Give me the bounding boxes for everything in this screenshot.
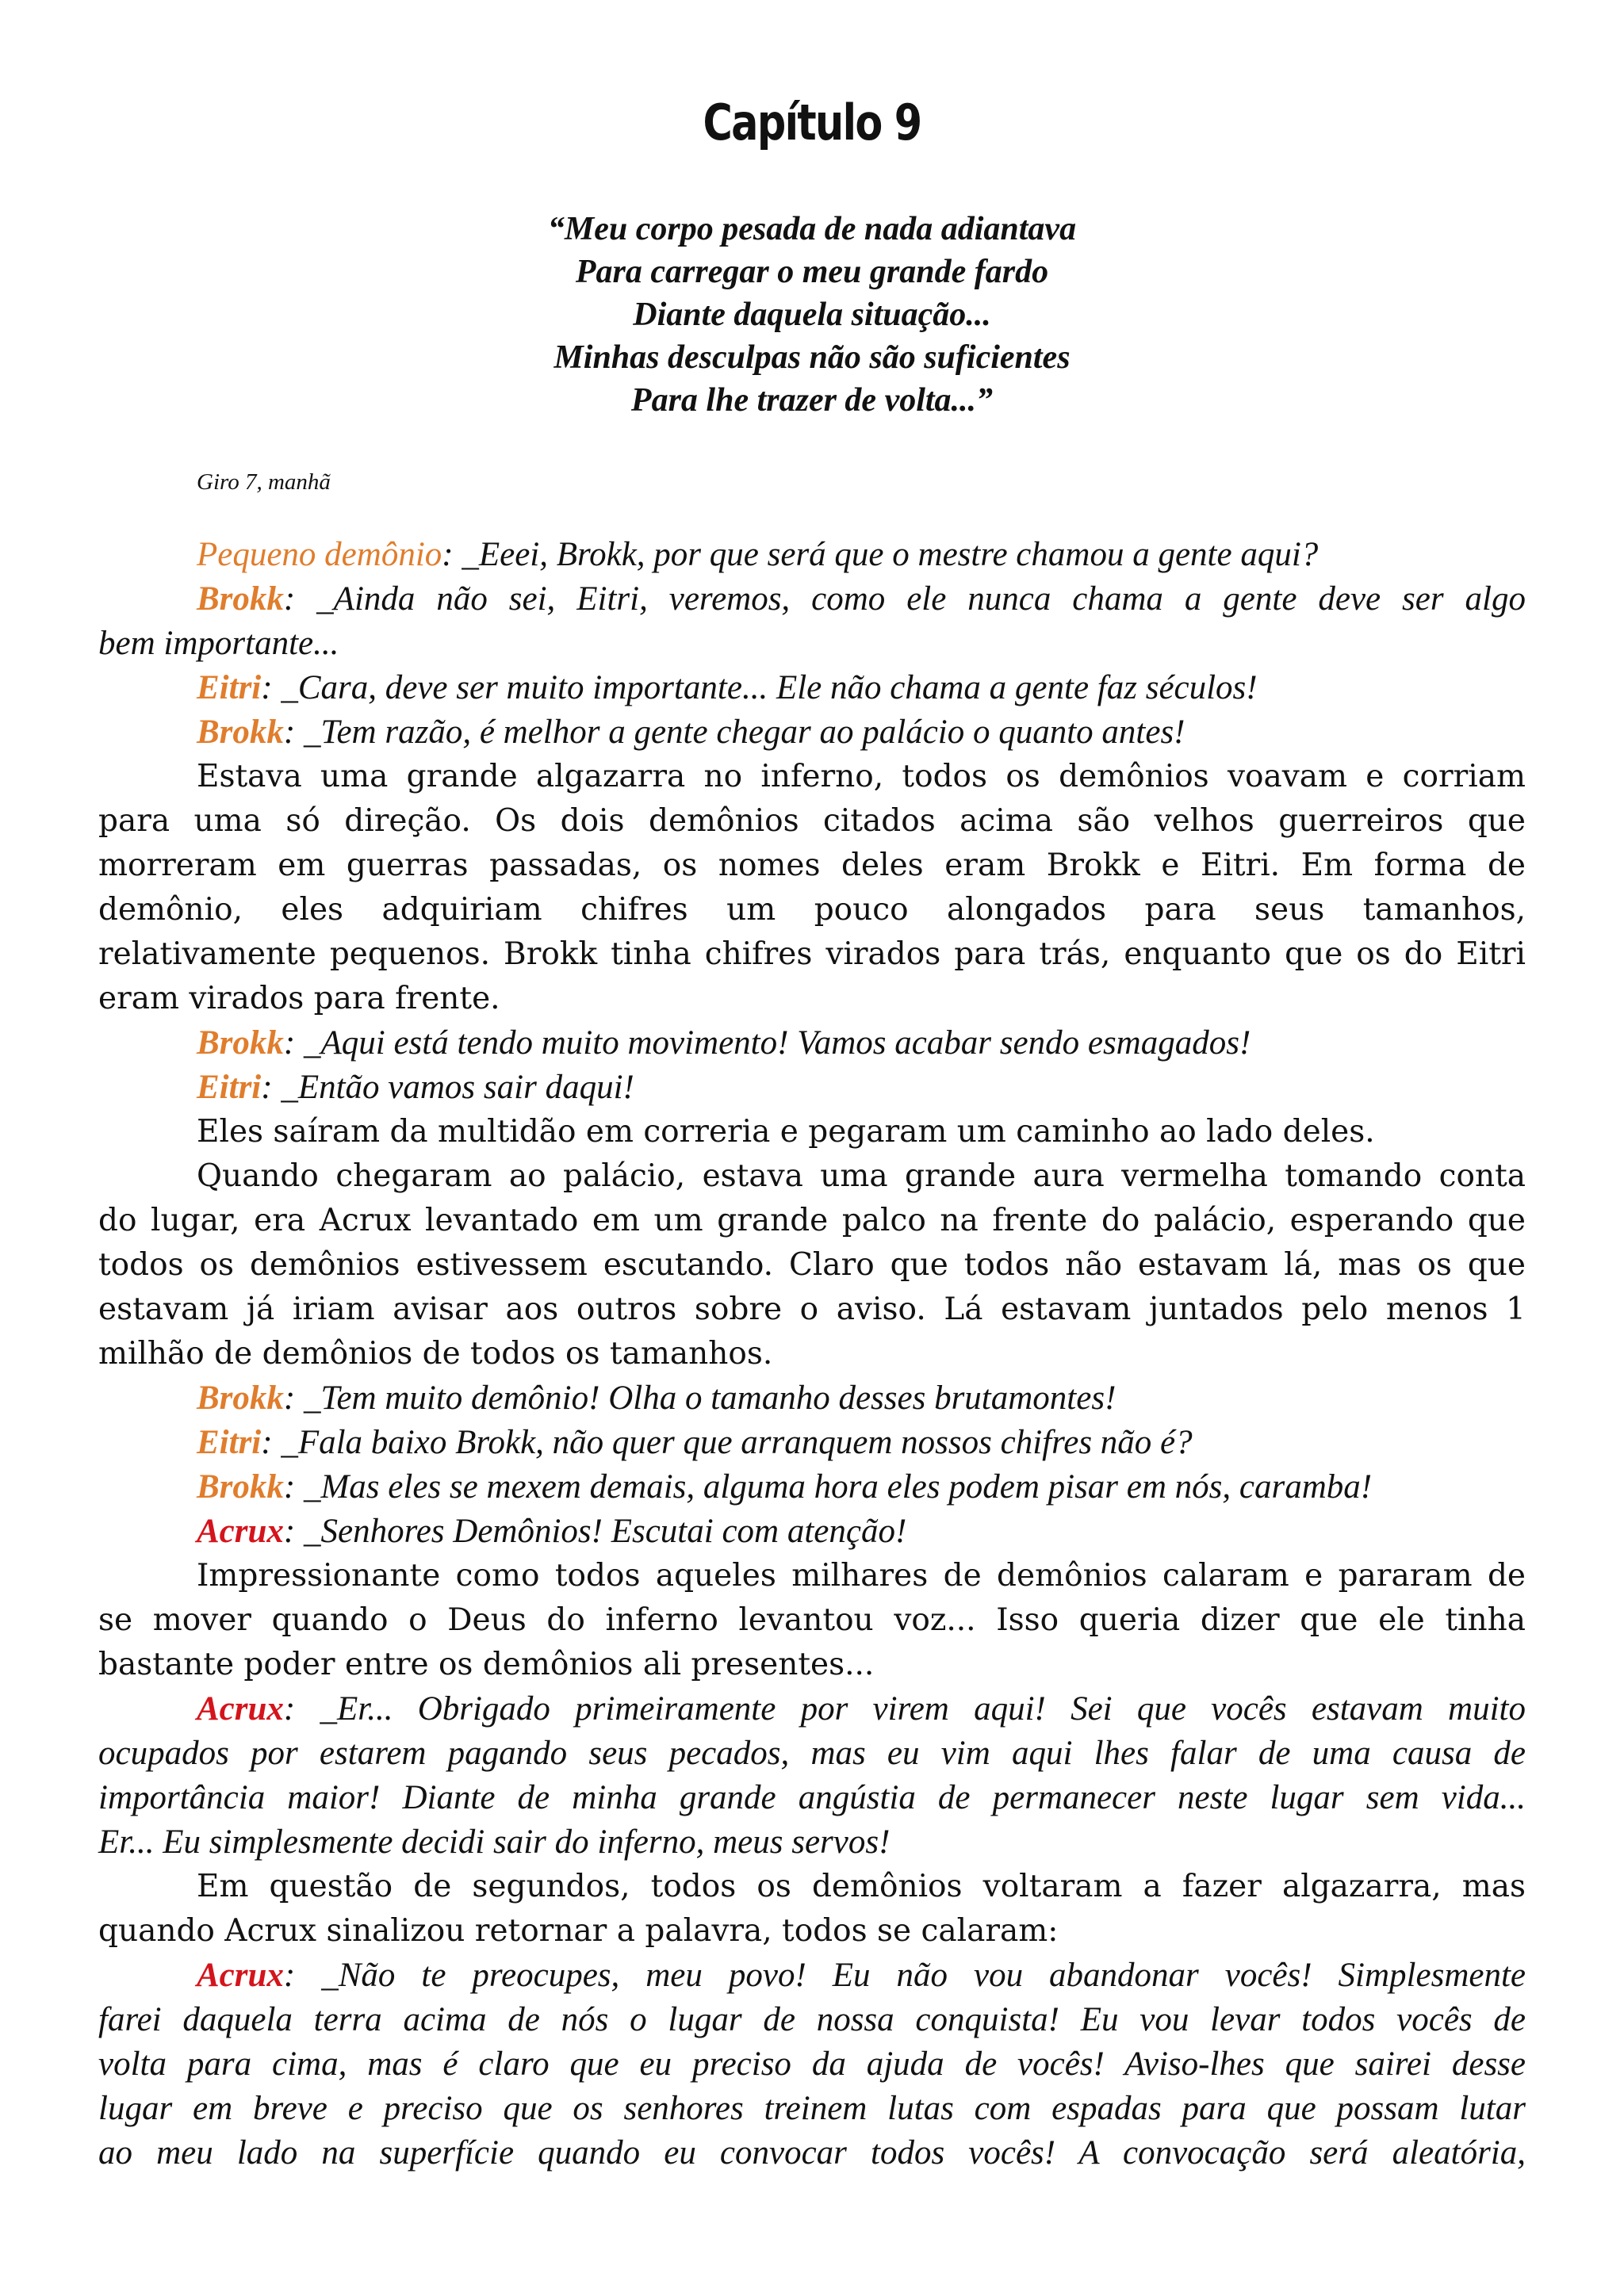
line-text: ao meu lado na superfície quando eu convocar todos vocês! A convocação será aleatória, xyxy=(98,2134,1526,2172)
speaker-name: Brokk xyxy=(197,1468,284,1506)
dialogue-line xyxy=(98,1066,1526,1110)
line-text: Eles saíram da multidão em correria e pegaram um caminho ao lado deles. xyxy=(197,1114,1375,1150)
speaker-name: Brokk xyxy=(197,714,284,751)
line-text: : _Tem muito demônio! Olha o tamanho desses brutamontes! xyxy=(283,1380,1116,1417)
line-text: relativamente pequenos. Brokk tinha chifres virados para trás, enquanto que os do Eitri xyxy=(98,936,1526,972)
narration-line xyxy=(98,755,1526,799)
dialogue-line xyxy=(98,1732,1526,1776)
line-text: para uma só direção. Os dois demônios citados acima são velhos guerreiros que xyxy=(98,803,1526,839)
speaker-name: Brokk xyxy=(197,580,284,618)
line-text: importância maior! Diante de minha grande angústia de permanecer neste lugar sem vida... xyxy=(98,1779,1526,1816)
line-text: Em questão de segundos, todos os demônios voltaram a fazer algazarra, mas xyxy=(197,1869,1526,1904)
dialogue-line xyxy=(98,533,1526,577)
narration-line xyxy=(98,844,1526,888)
dialogue-line xyxy=(98,622,1526,666)
line-text: eram virados para frente. xyxy=(98,981,500,1016)
line-text: quando Acrux sinalizou retornar a palavra, todos se calaram: xyxy=(98,1913,1059,1949)
dialogue-line xyxy=(98,710,1526,755)
narration-line xyxy=(98,1288,1526,1332)
dialogue-line xyxy=(98,666,1526,710)
line-text: : _Não te preocupes, meu povo! Eu não vou abandonar vocês! Simplesmente xyxy=(283,1957,1526,1994)
speaker-name: Eitri xyxy=(197,1069,262,1106)
narration-line xyxy=(98,1199,1526,1243)
epigraph-line: “Meu corpo pesada de nada adiantava xyxy=(547,211,1077,247)
line-text: : _Tem razão, é melhor a gente chegar ao palácio o quanto antes! xyxy=(283,714,1185,751)
line-text: estavam já iriam avisar aos outros sobre o aviso. Lá estavam juntados pelo menos 1 xyxy=(98,1292,1526,1327)
speaker-name: Eitri xyxy=(197,669,262,706)
narration-line xyxy=(98,977,1526,1021)
epigraph-line: Para carregar o meu grande fardo xyxy=(575,254,1049,290)
epigraph-line: Diante daquela situação... xyxy=(633,297,991,333)
narration-line xyxy=(98,932,1526,977)
dialogue-line xyxy=(98,2087,1526,2131)
narration-line xyxy=(98,1110,1526,1154)
line-text: Impressionante como todos aqueles milhares de demônios calaram e pararam de xyxy=(197,1558,1526,1594)
line-text: milhão de demônios de todos os tamanhos. xyxy=(98,1336,773,1372)
speaker-name: Acrux xyxy=(197,1513,284,1550)
dialogue-line xyxy=(98,577,1526,622)
dialogue-line xyxy=(98,1776,1526,1820)
narration-line xyxy=(98,799,1526,844)
line-text: todos os demônios estivessem escutando. Claro que todos não estavam lá, mas os que xyxy=(98,1247,1526,1283)
line-text: ocupados por estarem pagando seus pecados, mas eu vim aqui lhes falar de uma causa de xyxy=(98,1735,1526,1772)
line-text: volta para cima, mas é claro que eu preciso da ajuda de vocês! Aviso-lhes que sairei desse xyxy=(98,2045,1526,2083)
dialogue-line xyxy=(98,2042,1526,2087)
line-text: farei daquela terra acima de nós o lugar de nossa conquista! Eu vou levar todos vocês de xyxy=(98,2001,1526,2038)
narration-line xyxy=(98,1643,1526,1687)
narration-line xyxy=(98,1554,1526,1598)
narration-line xyxy=(98,1332,1526,1376)
dialogue-line xyxy=(98,1820,1526,1865)
speaker-name: Acrux xyxy=(197,1957,284,1994)
line-text: bastante poder entre os demônios ali presentes... xyxy=(98,1647,875,1682)
epigraph-line: Minhas desculpas não são suficientes xyxy=(553,339,1071,376)
date-line: Giro 7, manhã xyxy=(197,469,331,495)
line-text: morreram em guerras passadas, os nomes deles eram Brokk e Eitri. Em forma de xyxy=(98,848,1526,883)
speaker-name: Brokk xyxy=(197,1380,284,1417)
speaker-name: Pequeno demônio xyxy=(197,536,442,573)
line-text: Quando chegaram ao palácio, estava uma grande aura vermelha tomando conta xyxy=(197,1158,1526,1194)
dialogue-line xyxy=(98,1998,1526,2042)
line-text: : _Er... Obrigado primeiramente por virem aqui! Sei que vocês estavam muito xyxy=(283,1690,1526,1728)
narration-line xyxy=(98,1243,1526,1288)
line-text: demônio, eles adquiriam chifres um pouco alongados para seus tamanhos, xyxy=(98,892,1526,928)
speaker-name: Acrux xyxy=(197,1690,284,1728)
speaker-name: Eitri xyxy=(197,1424,262,1461)
line-text: bem importante... xyxy=(98,625,339,662)
narration-line xyxy=(98,1598,1526,1643)
line-text: do lugar, era Acrux levantado em um grande palco na frente do palácio, esperando que xyxy=(98,1203,1526,1238)
dialogue-line xyxy=(98,1021,1526,1066)
line-text: Er... Eu simplesmente decidi sair do inferno, meus servos! xyxy=(98,1823,891,1861)
dialogue-line xyxy=(98,2131,1526,2175)
line-text: : _Eeei, Brokk, por que será que o mestre chamou a gente aqui? xyxy=(442,536,1319,573)
dialogue-line xyxy=(98,1510,1526,1554)
narration-line xyxy=(98,1909,1526,1954)
line-text: : _Então vamos sair daqui! xyxy=(261,1069,634,1106)
line-text: : _Cara, deve ser muito importante... Ele não chama a gente faz séculos! xyxy=(261,669,1258,706)
line-text: Estava uma grande algazarra no inferno, todos os demônios voavam e corriam xyxy=(197,759,1526,794)
story-body xyxy=(98,533,1526,2175)
line-text: : _Ainda não sei, Eitri, veremos, como ele nunca chama a gente deve ser algo xyxy=(283,580,1526,618)
line-text: lugar em breve e preciso que os senhores treinem lutas com espadas para que possam lutar xyxy=(98,2090,1526,2127)
dialogue-line xyxy=(98,1687,1526,1732)
line-text: : _Fala baixo Brokk, não quer que arranquem nossos chifres não é? xyxy=(261,1424,1193,1461)
speaker-name: Brokk xyxy=(197,1024,284,1062)
dialogue-line xyxy=(98,1376,1526,1421)
dialogue-line xyxy=(98,1465,1526,1510)
dialogue-line xyxy=(98,1954,1526,1998)
epigraph xyxy=(0,208,1624,422)
narration-line xyxy=(98,1865,1526,1909)
line-text: : _Aqui está tendo muito movimento! Vamos acabar sendo esmagados! xyxy=(283,1024,1251,1062)
chapter-title: Capítulo 9 xyxy=(703,94,921,151)
dialogue-line xyxy=(98,1421,1526,1465)
narration-line xyxy=(98,1154,1526,1199)
line-text: se mover quando o Deus do inferno levantou voz... Isso queria dizer que ele tinha xyxy=(98,1602,1526,1638)
epigraph-line: Para lhe trazer de volta...” xyxy=(630,382,994,419)
line-text: : _Senhores Demônios! Escutai com atenção! xyxy=(283,1513,907,1550)
line-text: : _Mas eles se mexem demais, alguma hora eles podem pisar em nós, caramba! xyxy=(283,1468,1373,1506)
narration-line xyxy=(98,888,1526,932)
